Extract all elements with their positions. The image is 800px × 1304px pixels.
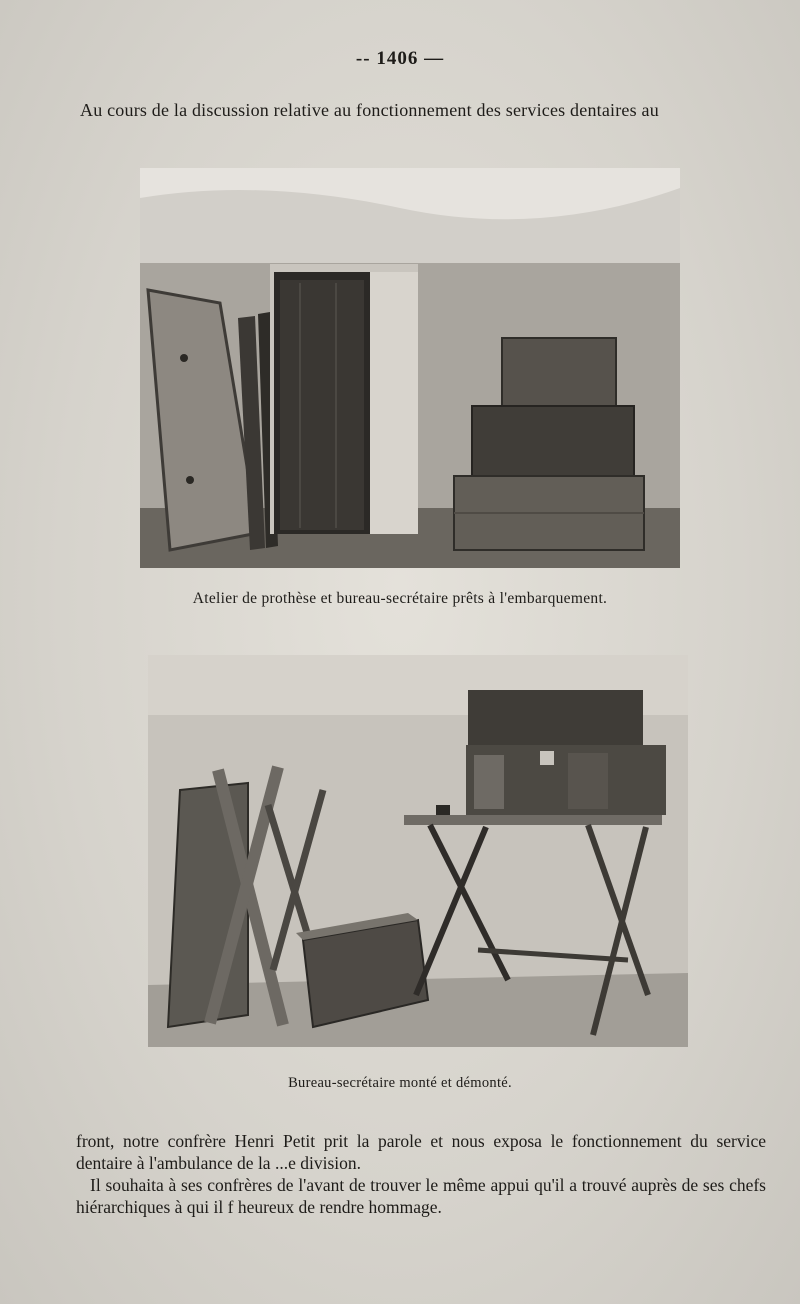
photo-secretary-desk <box>148 655 688 1047</box>
body-text <box>76 1130 766 1218</box>
figure-caption-2: Bureau-secrétaire monté et démonté. <box>288 1075 512 1091</box>
intro-line: Au cours de la discussion relative au fonctionnement des services dentaires au <box>80 100 659 120</box>
page-number: -- 1406 — <box>355 48 445 69</box>
paragraph-2: Il souhaita à ses confrères de l'avant de trouver le même appui qu'il a trouvé auprès de ses chefs hiérarchiques à qui il f heureux de rendre hommage. <box>76 1175 766 1217</box>
figure-caption-1: Atelier de prothèse et bureau-secrétaire prêts à l'embarquement. <box>192 590 608 607</box>
paragraph-1: front, notre confrère Henri Petit prit la parole et nous exposa le fonctionnement du service dentaire à l'ambulance de la ...e division. <box>76 1131 766 1173</box>
photo-prosthesis-workshop-crates <box>140 168 680 568</box>
